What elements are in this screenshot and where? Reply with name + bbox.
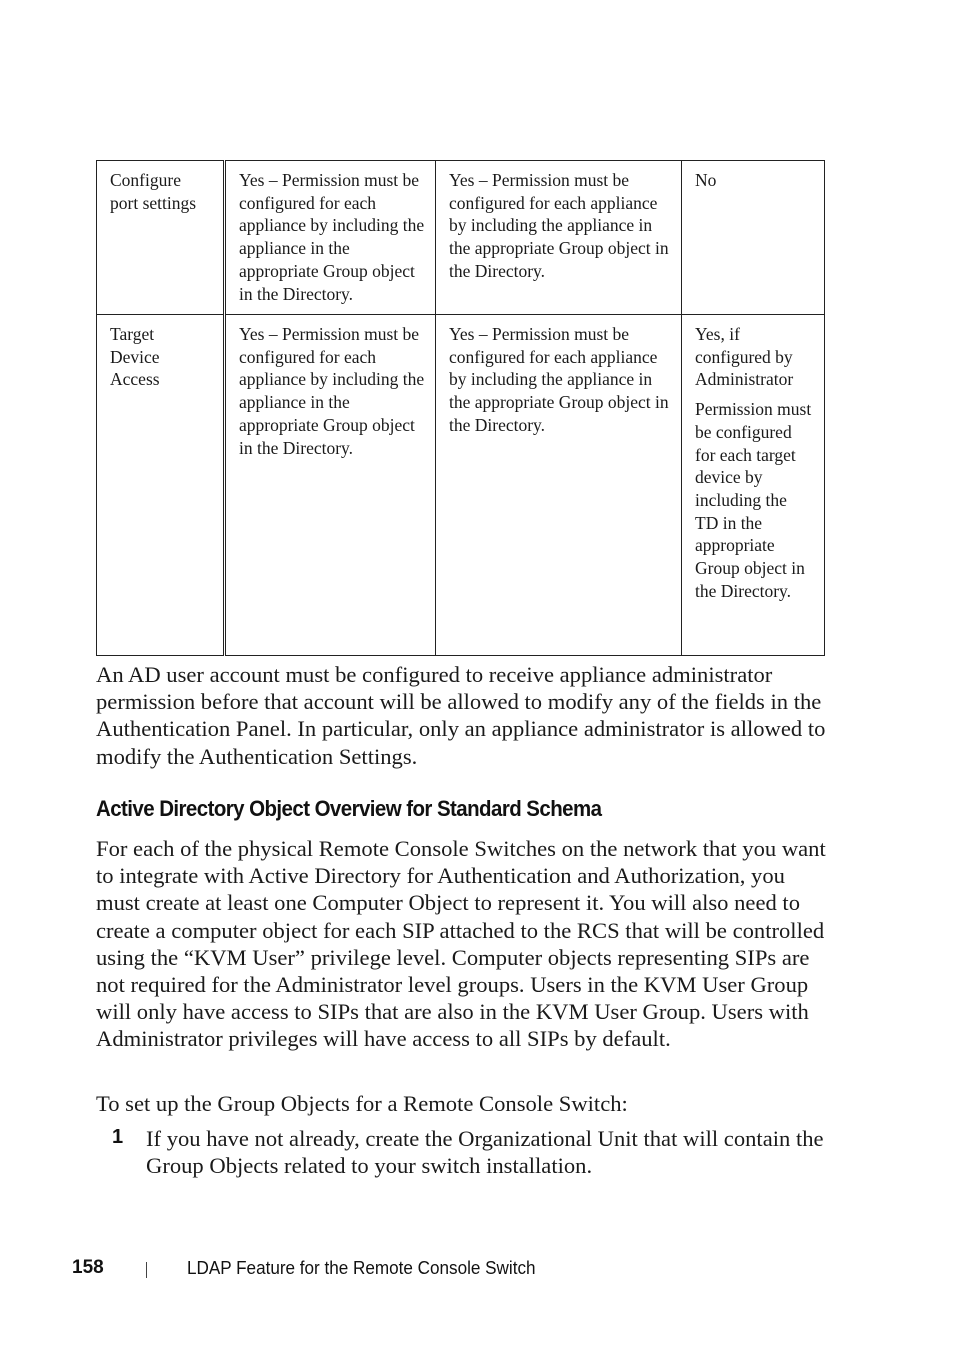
step-number: 1 <box>112 1126 124 1148</box>
paragraph-admin-permission: An AD user account must be configured to receive appliance administrator permission before that account will be allowed to modify any of the fields in the Authentication Panel. In particular, only an appliance administrator is allowed to modify the Authentication Settings. <box>96 662 826 769</box>
table-cell: Yes – Permission must be configured for each appliance by including the appliance in the appropriate Group object in the Directory. <box>225 161 436 315</box>
permissions-table <box>96 160 825 656</box>
table-row <box>97 315 825 656</box>
footer-chapter-title: LDAP Feature for the Remote Console Switch <box>187 1258 536 1278</box>
step-text: If you have not already, create the Organizational Unit that will contain the Group Objects related to your switch installation. <box>146 1126 824 1179</box>
table-cell: Yes – Permission must be configured for each appliance by including the appliance in the appropriate Group object in the Directory. <box>225 315 436 656</box>
table-cell: Yes, if configured by Administrator Permission must be configured for each target device by including the TD in the appropriate Group object in the Directory. <box>682 315 825 656</box>
table-cell: Yes – Permission must be configured for each appliance by including the appliance in the appropriate Group object in the Directory. <box>436 315 682 656</box>
table-cell: Yes – Permission must be configured for each appliance by including the appliance in the appropriate Group object in the Directory. <box>436 161 682 315</box>
table-cell-feature: Target Device Access <box>97 315 225 656</box>
section-heading: Active Directory Object Overview for Standard Schema <box>96 796 602 821</box>
table-cell: No <box>682 161 825 315</box>
paragraph-overview: For each of the physical Remote Console Switches on the network that you want to integrate with Active Directory for Authentication and Authorization, you must create at least one Computer Object to represent it. You will also need to create a computer object for each SIP attached to the RCS that will be controlled using the “KVM User” privilege level. Computer objects representing SIPs are not required for the Administrator level groups. Users in the KVM User Group will only have access to SIPs that are also in the KVM User Group. Users with Administrator privileges will have access to all SIPs by default. <box>96 836 826 1052</box>
page-number: 158 <box>72 1257 104 1278</box>
table-row <box>97 161 825 315</box>
footer-separator <box>146 1262 147 1278</box>
table-cell-feature: Configure port settings <box>97 161 225 315</box>
paragraph-setup-intro: To set up the Group Objects for a Remote Console Switch: <box>96 1091 628 1116</box>
